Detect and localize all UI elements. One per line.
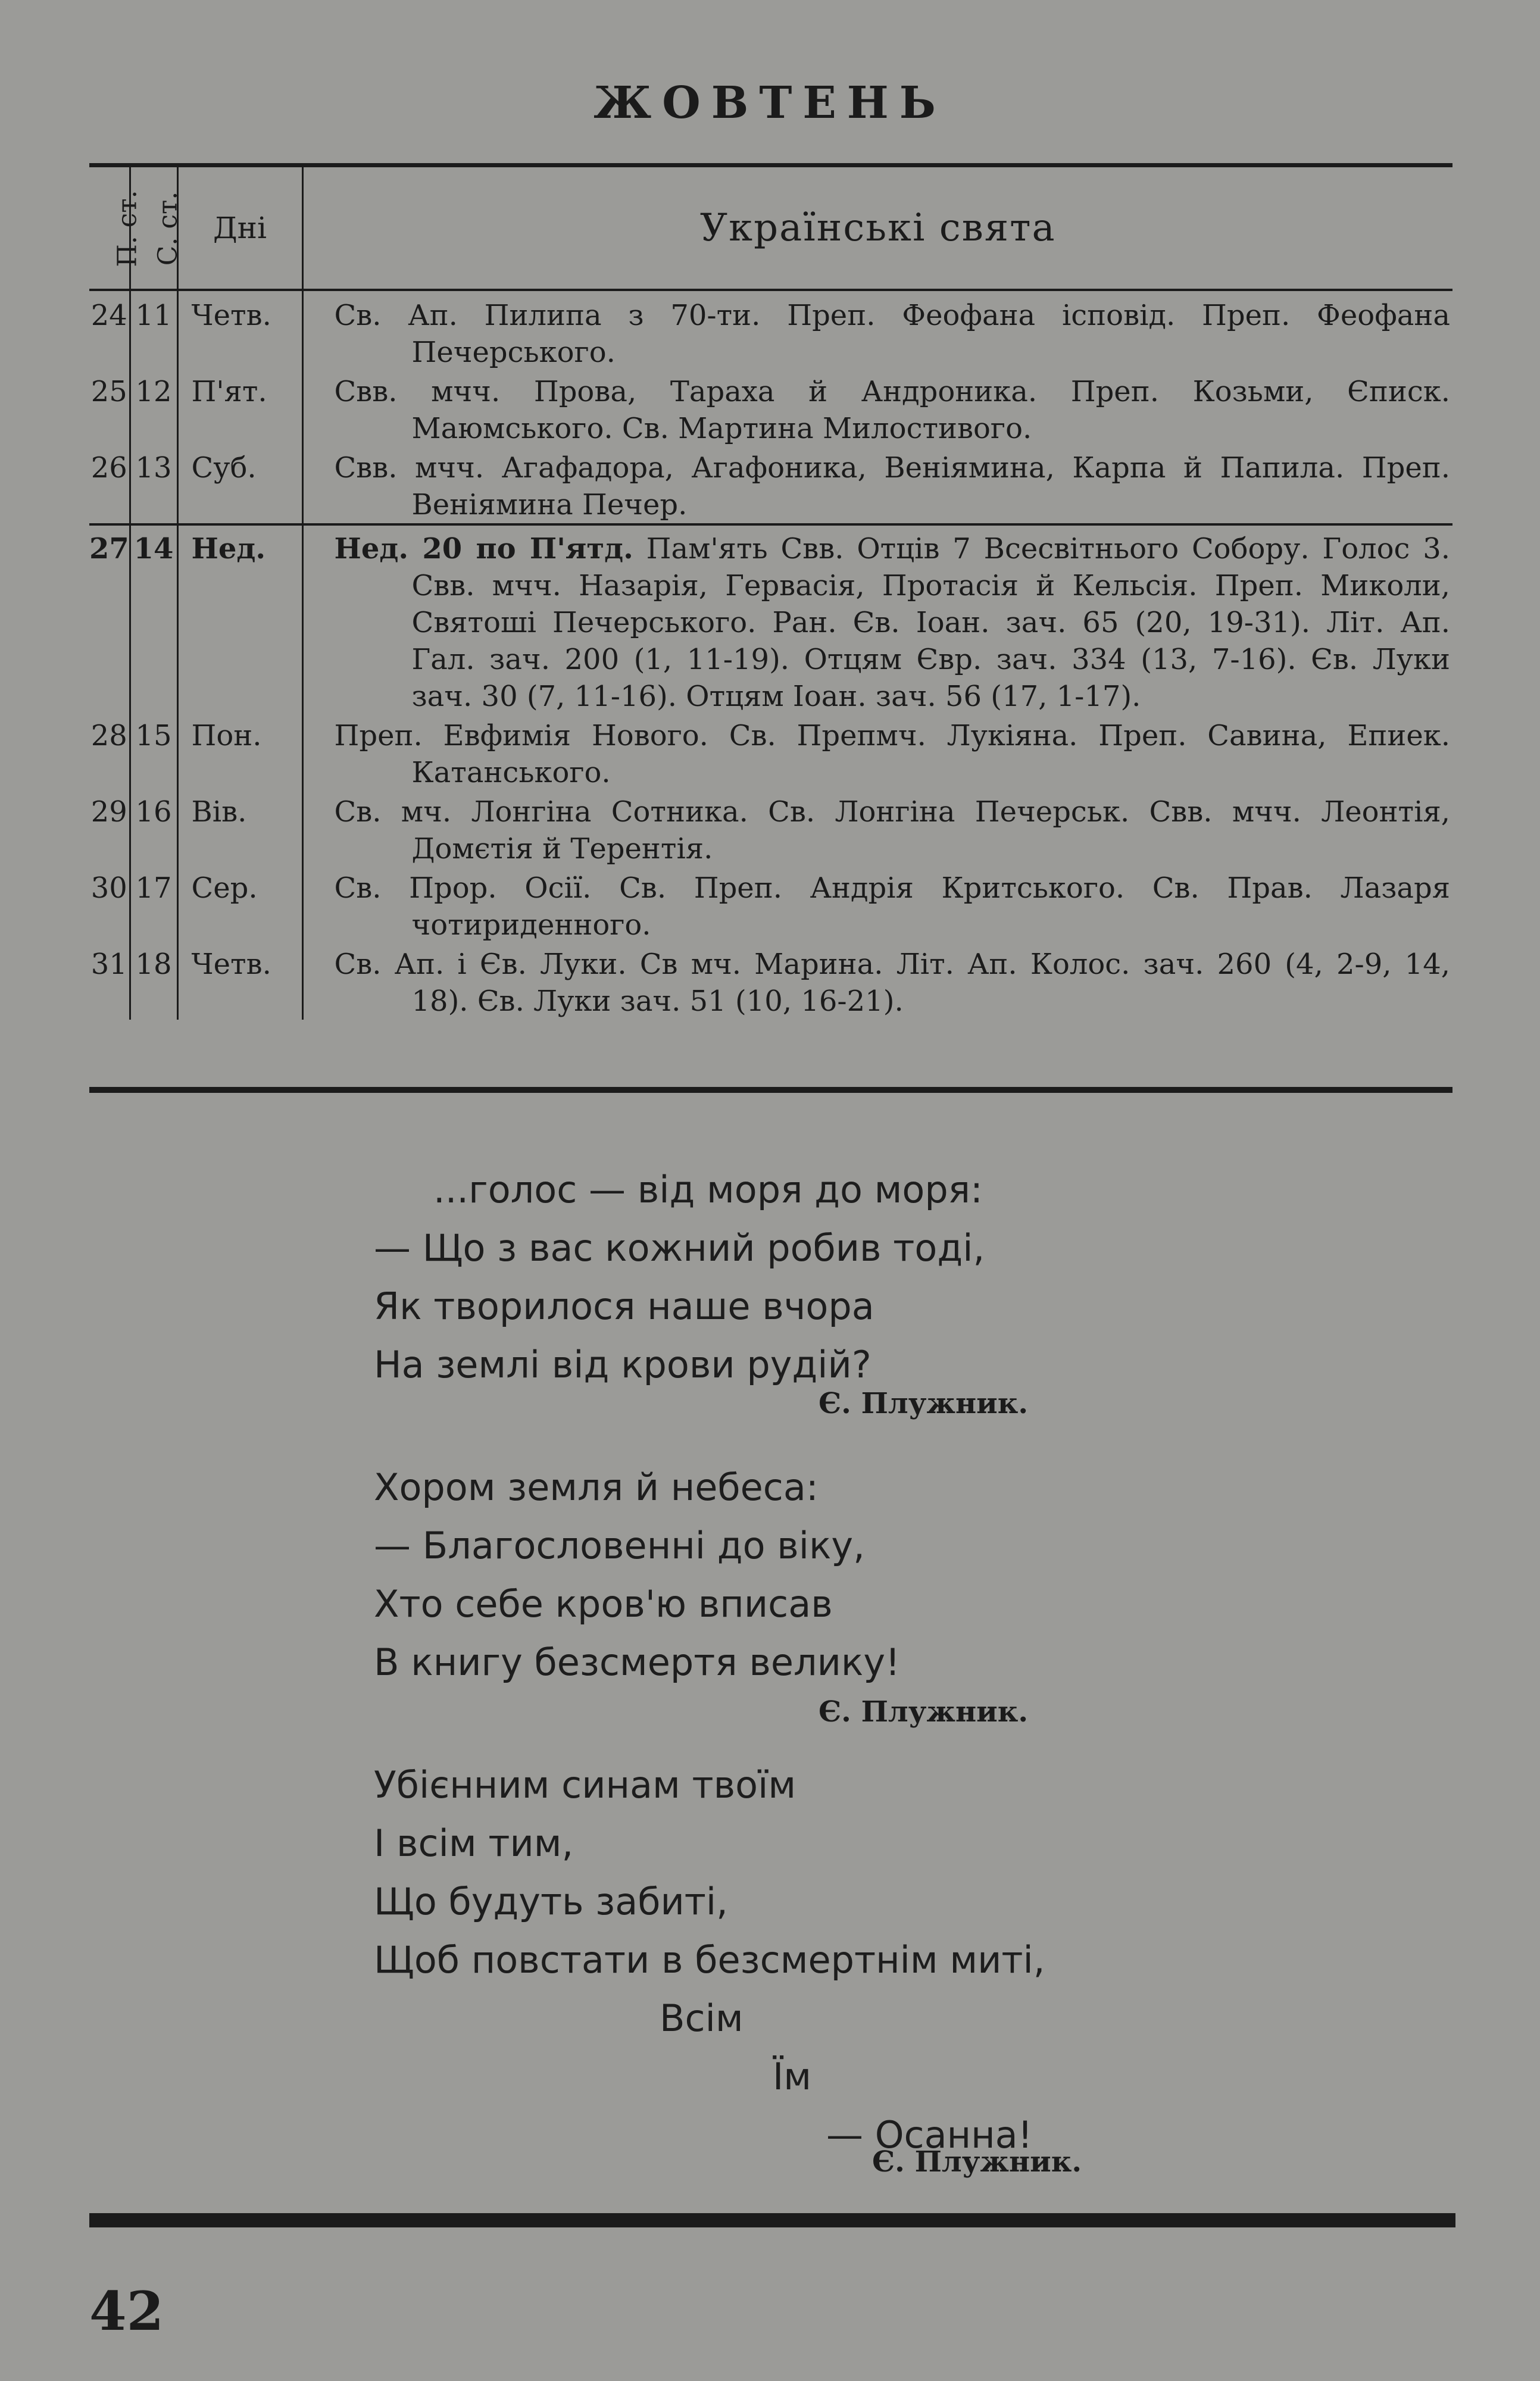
new-style-date: 17: [130, 867, 177, 943]
poem-1: [374, 1161, 985, 1394]
feast-description: [302, 524, 1452, 715]
poem-line: — Благословенні до віку,: [374, 1524, 865, 1567]
new-style-date: 13: [130, 447, 177, 524]
new-style-date: 16: [130, 791, 177, 867]
poem-line: — Що з вас кожний робив тоді,: [374, 1226, 985, 1270]
weekday: Нед.: [177, 524, 302, 715]
feast-text: Свв. мчч. Агафадора, Агафоника, Веніямина, Карпа й Папила. Преп. Веніямина Печер.: [334, 451, 1450, 521]
poem-1-author: Є. Плужник.: [819, 1387, 1029, 1420]
page-number: 42: [89, 2280, 164, 2343]
old-style-date: 27: [89, 524, 130, 715]
poem-line: Щоб повстати в безсмертнім миті,: [374, 1938, 1045, 1982]
new-style-date: 14: [130, 524, 177, 715]
poem-line: Їм: [773, 2055, 812, 2098]
poem-line: Хором земля й небеса:: [374, 1466, 819, 1509]
old-style-date: 26: [89, 447, 130, 524]
old-style-date: 29: [89, 791, 130, 867]
column-header-days: Дні: [177, 167, 302, 290]
feast-description: [302, 791, 1452, 867]
table-row: [89, 371, 1452, 447]
feast-text: Св. Прор. Осії. Св. Преп. Андрія Критського. Св. Прав. Лазаря чотириденного.: [334, 871, 1450, 942]
poem-line: В книгу безсмертя велику!: [374, 1641, 900, 1684]
column-header-old-style: П. ст.: [89, 167, 130, 290]
table-row-sunday: [89, 524, 1452, 715]
footer-rule: [89, 2213, 1455, 2227]
feast-text: Преп. Евфимія Нового. Св. Препмч. Лукіяна. Преп. Савина, Епиек. Катанського.: [334, 719, 1450, 789]
poem-line: Всім: [660, 1996, 744, 2040]
column-header-feasts: Українські свята: [302, 167, 1452, 290]
feast-text: Св. Ап. Пилипа з 70-ти. Преп. Феофана ісповід. Преп. Феофана Печерського.: [334, 299, 1450, 369]
old-style-date: 25: [89, 371, 130, 447]
feast-text: Пам'ять Свв. Отців 7 Всесвітнього Собору. Голос 3. Свв. мчч. Назарія, Гервасія, Протасія й Кельсія. Преп. Миколи, Святоші Печерського. Ран. Єв. Іоан. зач. 65 (20, 19-31). Літ. Ап. Гал. зач. 200 (1, 11-19). Отцям Євр. зач. 334 (13, 7-16). Єв. Луки зач. 30 (7, 11-16). Отцям Іоан. зач. 56 (17, 1-17).: [411, 532, 1450, 713]
old-style-date: 31: [89, 943, 130, 1020]
weekday: Четв.: [177, 290, 302, 371]
old-style-date: 30: [89, 867, 130, 943]
feast-bold-lead: Нед. 20 по П'ятд.: [334, 532, 633, 565]
poem-3-author: Є. Плужник.: [872, 2145, 1082, 2179]
table-row: [89, 290, 1452, 371]
feast-text: Свв. мчч. Прова, Тараха й Андроника. Преп. Козьми, Єписк. Маюмського. Св. Мартина Милостивого.: [334, 375, 1450, 445]
calendar-table: [89, 167, 1452, 1020]
new-style-date: 18: [130, 943, 177, 1020]
weekday: Вів.: [177, 791, 302, 867]
weekday: Сер.: [177, 867, 302, 943]
feast-description: [302, 290, 1452, 371]
weekday: Суб.: [177, 447, 302, 524]
poem-line: ...голос — від моря до моря:: [433, 1168, 983, 1211]
column-header-new-style: С. ст.: [130, 167, 177, 290]
table-header-row: [89, 167, 1452, 290]
new-style-date: 11: [130, 290, 177, 371]
page-title: ЖОВТЕНЬ: [593, 77, 947, 129]
table-row: [89, 715, 1452, 791]
feast-description: [302, 447, 1452, 524]
poem-line: І всім тим,: [374, 1821, 574, 1865]
table-row: [89, 943, 1452, 1020]
new-style-date: 12: [130, 371, 177, 447]
new-style-date: 15: [130, 715, 177, 791]
poem-2-author: Є. Плужник.: [819, 1695, 1029, 1729]
table-row: [89, 867, 1452, 943]
poem-2: [374, 1458, 900, 1692]
poem-line: Хто себе кров'ю вписав: [374, 1582, 833, 1626]
old-style-date: 24: [89, 290, 130, 371]
feast-text: Св. Ап. і Єв. Луки. Св мч. Марина. Літ. Ап. Колос. зач. 260 (4, 2-9, 14, 18). Єв. Луки зач. 51 (10, 16-21).: [334, 948, 1450, 1018]
table-row: [89, 447, 1452, 524]
poem-line: Що будуть забиті,: [374, 1880, 728, 1923]
old-style-date: 28: [89, 715, 130, 791]
poem-line: — Осанна!: [826, 2113, 1033, 2157]
poem-line: Як творилося наше вчора: [374, 1285, 874, 1328]
weekday: П'ят.: [177, 371, 302, 447]
table-bottom-rule: [89, 1087, 1452, 1093]
poem-line: На землі від крови рудій?: [374, 1343, 871, 1386]
weekday: Пон.: [177, 715, 302, 791]
feast-text: Св. мч. Лонгіна Сотника. Св. Лонгіна Печерськ. Свв. мчч. Леонтія, Домєтія й Терентія.: [334, 795, 1450, 865]
poem-3: [374, 1756, 1045, 2164]
table-row: [89, 791, 1452, 867]
poem-line: Убієнним синам твоїм: [374, 1763, 796, 1807]
feast-description: [302, 867, 1452, 943]
feast-description: [302, 371, 1452, 447]
weekday: Четв.: [177, 943, 302, 1020]
feast-description: [302, 943, 1452, 1020]
feast-description: [302, 715, 1452, 791]
